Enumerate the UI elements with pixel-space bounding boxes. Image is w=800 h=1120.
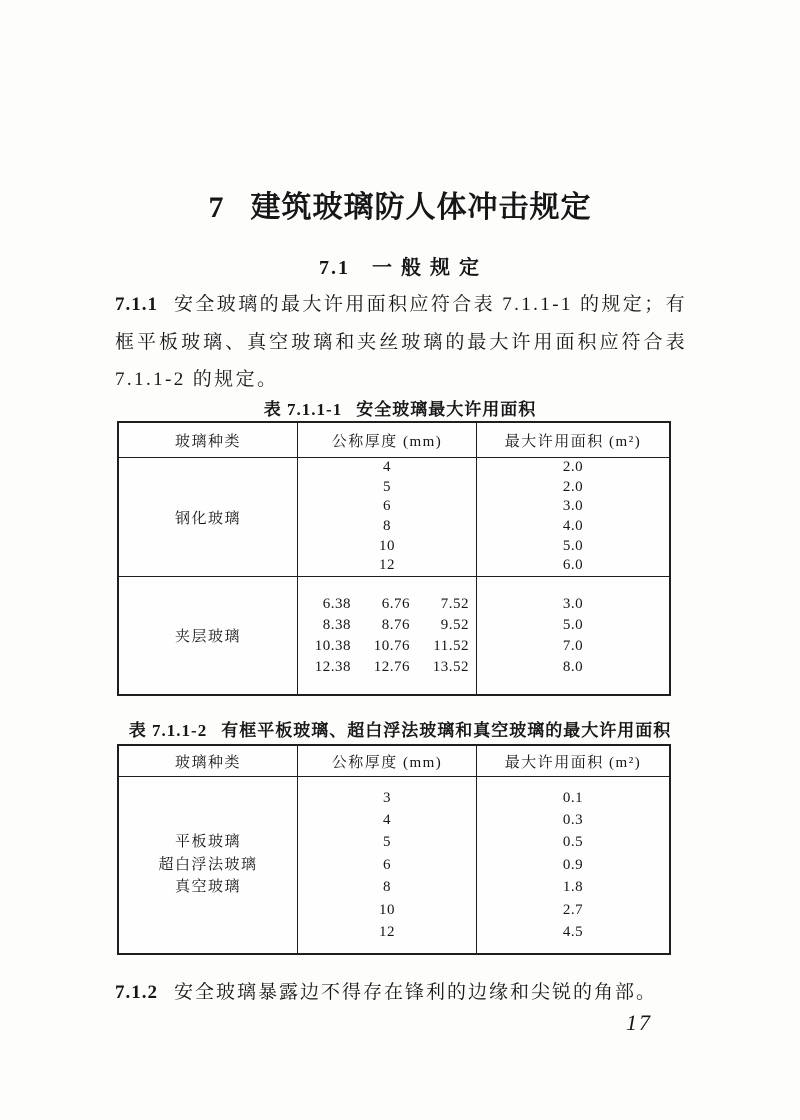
area-value: 0.5 [562,834,584,851]
table2-header-row [119,746,669,776]
area-value: 2.0 [562,478,584,495]
table1-header-row [119,423,669,457]
area-value: 0.3 [562,811,584,828]
area-value: 5.0 [562,616,584,633]
table1-caption-label: 表 7.1.1-1 [263,400,343,419]
thickness-value: 10.38 [314,637,351,654]
area-value: 3.0 [562,498,584,515]
glass-type: 真空玻璃 [174,879,241,896]
table2-caption-text: 有框平板玻璃、超白浮法玻璃和真空玻璃的最大许用面积 [221,721,672,740]
glass-type-cell [119,777,298,953]
table2-header-area: 最大许用面积 (m²) [504,754,642,771]
area-value: 8.0 [562,658,584,675]
table2-header-thickness: 公称厚度 (mm) [298,746,477,776]
thickness-cell [298,777,477,953]
table1-group-tempered [119,457,669,576]
clause-7-1-1-number: 7.1.1 [115,294,158,315]
table1-caption-text: 安全玻璃最大许用面积 [356,400,537,419]
thickness-value: 3 [383,789,391,806]
clause-7-1-1 [115,286,687,399]
thickness-value: 8.38 [322,616,351,633]
table1-caption [0,395,800,420]
section-title: 7.1 一 般 规 定 [319,257,481,279]
clause-7-1-2-number: 7.1.2 [115,982,158,1003]
page-number: 17 [626,1010,652,1035]
area-value: 4.5 [562,924,584,941]
thickness-value: 8 [383,518,391,534]
thickness-value: 6 [383,498,391,515]
area-value: 4.0 [562,518,584,534]
area-cell [477,458,669,576]
table1-group-laminated [119,576,669,694]
thickness-value-row [305,615,469,636]
thickness-value: 10 [379,537,395,554]
thickness-value: 6.76 [381,595,410,612]
area-value: 3.0 [562,595,584,612]
thickness-cell [298,458,477,576]
clause-7-1-1-text: 安全玻璃的最大许用面积应符合表 7.1.1-1 的规定；有框平板玻璃、真空玻璃和夹丝玻璃的最大许用面积应符合表 7.1.1-2 的规定。 [115,294,687,390]
thickness-value: 10.76 [373,637,410,654]
glass-type-cell: 钢化玻璃 [119,458,298,576]
chapter-number: 7 [208,191,225,224]
thickness-value-row [305,657,469,678]
thickness-value: 4 [383,459,391,476]
thickness-value: 12 [379,557,395,574]
clause-7-1-2-text: 安全玻璃暴露边不得存在锋利的边缘和尖锐的角部。 [174,982,658,1003]
area-value: 0.9 [562,856,584,873]
table1-header-type: 玻璃种类 [119,423,298,457]
thickness-value: 6.38 [322,595,351,612]
table2-body-row [119,776,669,953]
chapter-title [0,182,800,226]
thickness-value: 12.76 [373,658,410,675]
area-value: 6.0 [562,557,584,574]
thickness-value: 13.52 [432,658,469,675]
thickness-value: 8.76 [381,616,410,633]
area-cell [477,777,669,953]
glass-type: 超白浮法玻璃 [158,856,258,873]
table1-header-area: 最大许用面积 (m²) [504,433,642,450]
thickness-value: 7.52 [440,595,469,612]
thickness-value: 4 [383,811,391,828]
clause-7-1-2 [115,974,687,1012]
thickness-value-row [305,594,469,615]
table2-caption [0,716,800,741]
thickness-value: 10 [379,901,395,918]
thickness-value: 8 [383,879,391,896]
thickness-value: 5 [383,478,391,495]
thickness-value: 9.52 [440,616,469,633]
thickness-value: 12 [379,924,395,941]
thickness-value: 6 [383,856,391,873]
table-7-1-1-1 [117,421,671,696]
table2-caption-label: 表 7.1.1-2 [128,721,208,740]
thickness-value: 12.38 [314,658,351,675]
area-value: 0.1 [562,789,584,806]
table-7-1-1-2 [117,744,671,955]
area-value: 2.0 [562,459,584,476]
table1-header-thickness: 公称厚度 (mm) [298,423,477,457]
area-value: 5.0 [562,537,584,554]
glass-type: 平板玻璃 [174,834,241,851]
thickness-value: 11.52 [433,637,469,654]
thickness-value: 5 [383,834,391,851]
area-value: 2.7 [562,901,584,918]
thickness-value-row [305,636,469,657]
area-value: 1.8 [562,879,584,896]
chapter-title-text: 建筑玻璃防人体冲击规定 [250,191,592,224]
thickness-cell [298,577,477,694]
area-cell [477,577,669,694]
area-value: 7.0 [562,637,584,654]
glass-type-cell: 夹层玻璃 [119,577,298,694]
table2-header-type: 玻璃种类 [119,746,298,776]
